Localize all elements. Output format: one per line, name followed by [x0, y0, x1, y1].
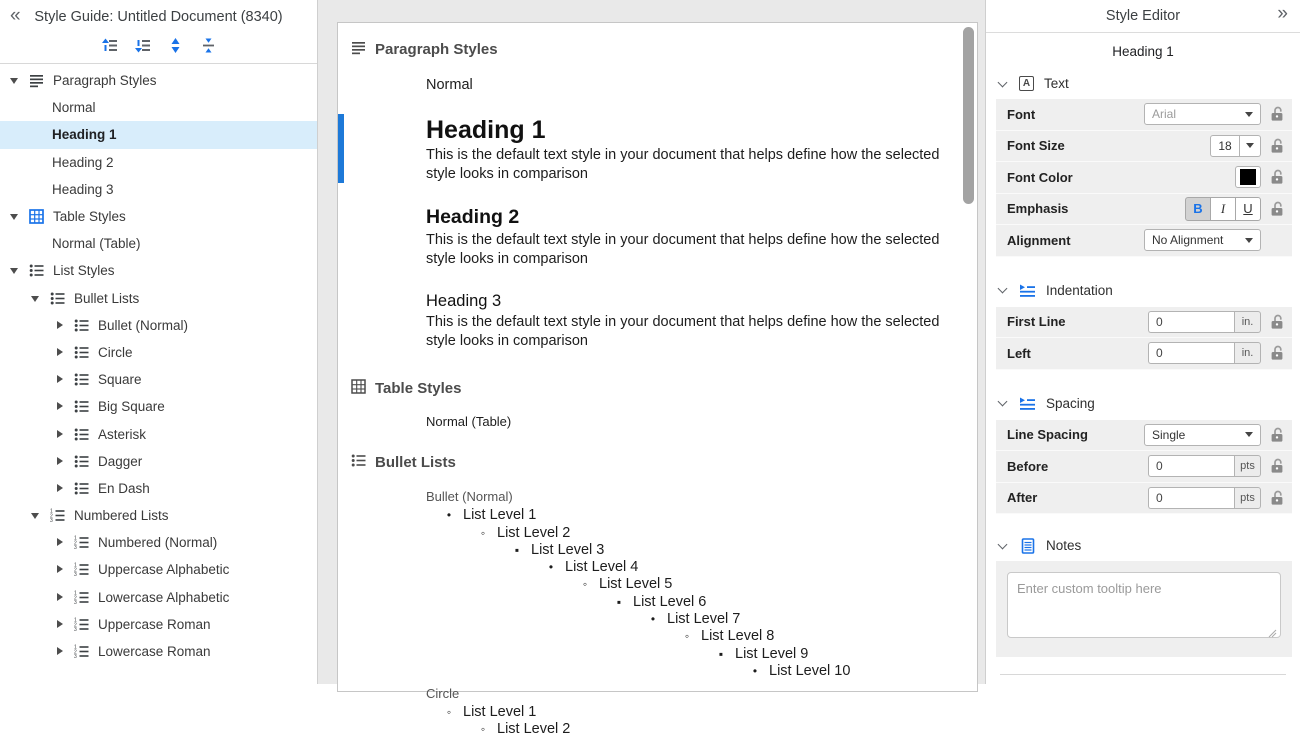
chevron-down-icon — [1245, 238, 1253, 243]
chevron-down-icon[interactable] — [10, 212, 19, 221]
bullet-list-icon — [49, 290, 66, 307]
svg-text:2: 2 — [74, 540, 77, 547]
bullet-glyph: • — [650, 611, 656, 626]
chevron-down-icon[interactable] — [10, 266, 19, 275]
space-before-row — [996, 451, 1292, 483]
list-item-label: List Level 5 — [599, 576, 673, 593]
tree-item-heading-2[interactable] — [0, 149, 317, 176]
collapse-all-icon[interactable] — [199, 36, 217, 54]
first-line-input[interactable] — [1148, 311, 1234, 333]
tree-item-big-square[interactable] — [0, 393, 317, 420]
space-after-unit: pts — [1234, 487, 1261, 509]
svg-text:1: 1 — [74, 617, 77, 624]
tree-item-square[interactable] — [0, 366, 317, 393]
style-tree — [0, 64, 317, 684]
indentation-section-icon — [1019, 282, 1036, 299]
doc-style-description: This is the default text style in your document that helps define how the selected style looks in comparison — [426, 147, 940, 182]
doc-style-block-heading-2[interactable] — [426, 206, 965, 268]
font-size-label: Font Size — [1007, 138, 1065, 154]
tree-label: List Styles — [53, 263, 115, 279]
chevron-right-icon[interactable] — [55, 538, 64, 547]
list-item — [442, 524, 965, 541]
chevron-down-icon — [1246, 143, 1254, 148]
doc-list-group-label[interactable]: Circle — [426, 685, 460, 701]
sidebar-toolbar — [0, 36, 317, 54]
section-title: Notes — [1046, 538, 1082, 553]
tree-label: Uppercase Roman — [98, 616, 211, 632]
left-indent-unit: in. — [1234, 342, 1261, 364]
bullet-glyph: • — [446, 508, 452, 523]
lock-icon[interactable] — [1270, 427, 1284, 443]
chevron-down-icon[interactable] — [998, 539, 1008, 549]
list-item — [442, 704, 965, 721]
svg-text:3: 3 — [74, 627, 77, 634]
tree-label: Heading 1 — [52, 127, 117, 143]
list-item-label: List Level 2 — [497, 524, 571, 541]
alignment-select[interactable] — [1144, 229, 1261, 251]
vertical-scrollbar-thumb[interactable] — [963, 27, 974, 204]
chevron-right-icon[interactable] — [55, 620, 64, 629]
doc-section-title: Table Styles — [375, 379, 462, 397]
tree-label: Table Styles — [53, 209, 126, 225]
bullet-glyph: ▪ — [616, 594, 622, 609]
emphasis-row — [996, 194, 1292, 226]
line-spacing-select[interactable] — [1144, 424, 1261, 446]
paragraph-icon — [351, 40, 366, 59]
chevron-right-icon[interactable] — [55, 375, 64, 384]
section-header-text — [986, 71, 1300, 98]
tree-label: Numbered Lists — [74, 508, 169, 524]
numbered-list-icon — [49, 507, 66, 524]
sidebar-header — [0, 0, 317, 64]
bullet-list-icon — [351, 453, 366, 472]
tree-label: Lowercase Alphabetic — [98, 589, 230, 605]
notes-tooltip-textarea[interactable] — [1007, 572, 1281, 638]
bullet-glyph: • — [752, 663, 758, 678]
bullet-glyph: ◦ — [480, 525, 486, 540]
underline-button[interactable]: U — [1235, 197, 1261, 221]
font-label: Font — [1007, 106, 1036, 122]
bullet-list-icon — [73, 453, 90, 470]
tree-item-bullet-normal[interactable] — [0, 312, 317, 339]
left-indent-row — [996, 338, 1292, 370]
alignment-row — [996, 225, 1292, 257]
style-editor-header — [986, 0, 1300, 33]
space-before-unit: pts — [1234, 455, 1261, 477]
svg-text:1: 1 — [74, 590, 77, 597]
doc-section-table-styles — [351, 379, 965, 398]
bullet-glyph: ◦ — [582, 577, 588, 592]
chevron-right-icon[interactable] — [55, 593, 64, 602]
emphasis-button-group — [1185, 197, 1261, 221]
font-size-input[interactable] — [1210, 135, 1240, 157]
lock-icon[interactable] — [1270, 106, 1284, 122]
tree-item-normal-table[interactable] — [0, 230, 317, 257]
line-spacing-row — [996, 420, 1292, 452]
svg-text:3: 3 — [74, 654, 77, 661]
font-color-row — [996, 162, 1292, 194]
font-color-swatch[interactable] — [1235, 166, 1261, 188]
tree-label: Big Square — [98, 399, 165, 415]
expand-all-icon[interactable] — [166, 36, 184, 54]
spacing-section-rows — [996, 420, 1292, 515]
list-item-label: List Level 10 — [769, 662, 851, 679]
color-swatch-black — [1240, 169, 1256, 185]
bullet-glyph: ◦ — [684, 629, 690, 644]
lock-icon[interactable] — [1270, 314, 1284, 330]
list-item-label: List Level 9 — [735, 645, 809, 662]
bullet-glyph: ▪ — [718, 646, 724, 661]
tree-label: Normal — [52, 100, 96, 116]
chevron-down-icon — [1245, 432, 1253, 437]
chevron-right-icon[interactable] — [55, 321, 64, 330]
font-color-label: Font Color — [1007, 169, 1073, 185]
list-item — [442, 576, 965, 593]
list-item — [442, 721, 965, 738]
section-header-indentation — [986, 277, 1300, 306]
bold-button[interactable]: B — [1185, 197, 1211, 221]
tree-item-en-dash[interactable] — [0, 475, 317, 502]
svg-text:1: 1 — [50, 508, 53, 515]
numbered-list-icon — [73, 561, 90, 578]
lock-icon[interactable] — [1270, 138, 1284, 154]
table-icon — [28, 208, 45, 225]
style-guide-title: Style Guide: Untitled Document (8340) — [34, 9, 283, 25]
tree-group-paragraph-styles[interactable] — [0, 67, 317, 94]
tree-label: Numbered (Normal) — [98, 535, 218, 551]
list-item-label: List Level 4 — [565, 559, 639, 576]
tree-label: Bullet Lists — [74, 290, 140, 306]
style-guide-sidebar — [0, 0, 318, 684]
section-title: Text — [1044, 76, 1069, 91]
section-header-spacing — [986, 390, 1300, 419]
table-icon — [351, 379, 366, 398]
tree-label: Heading 3 — [52, 181, 114, 197]
preview-page — [337, 22, 978, 738]
tree-item-heading-3[interactable] — [0, 176, 317, 203]
svg-text:3: 3 — [74, 545, 77, 552]
tree-item-normal[interactable] — [0, 94, 317, 121]
doc-bullet-list-sample — [442, 704, 965, 738]
list-item-label: List Level 7 — [667, 610, 741, 627]
list-item-label: List Level 1 — [463, 704, 537, 721]
collapse-sidebar-icon[interactable]: « — [10, 5, 21, 26]
resize-handle-icon[interactable] — [1268, 629, 1277, 638]
doc-style-description: This is the default text style in your document that helps define how the selected style looks in comparison — [426, 232, 940, 267]
indent-decrease-icon[interactable] — [100, 36, 118, 54]
tree-item-uppercase-alphabetic[interactable] — [0, 556, 317, 583]
list-item — [442, 610, 965, 627]
style-editor-panel — [985, 0, 1300, 684]
first-line-label: First Line — [1007, 314, 1066, 330]
svg-text:2: 2 — [74, 595, 77, 602]
space-after-label: After — [1007, 490, 1038, 506]
svg-text:2: 2 — [74, 622, 77, 629]
tree-group-table-styles[interactable] — [0, 203, 317, 230]
svg-text:1: 1 — [74, 535, 77, 542]
line-spacing-value: Single — [1152, 427, 1186, 442]
section-header-notes — [986, 532, 1300, 561]
list-item — [442, 662, 965, 679]
bullet-glyph: ◦ — [446, 705, 452, 720]
left-indent-input[interactable] — [1148, 342, 1234, 364]
spacing-section-icon — [1019, 395, 1036, 412]
chevron-down-icon[interactable] — [31, 511, 40, 520]
tree-group-list-styles[interactable] — [0, 257, 317, 284]
numbered-list-icon — [73, 616, 90, 633]
list-item — [442, 645, 965, 662]
space-after-row — [996, 483, 1292, 515]
notes-section-icon — [1019, 537, 1036, 554]
space-before-input[interactable] — [1148, 455, 1234, 477]
doc-style-name: Heading 1 — [426, 116, 546, 144]
chevron-down-icon[interactable] — [10, 76, 19, 85]
section-divider — [1000, 674, 1286, 675]
svg-text:2: 2 — [74, 649, 77, 656]
chevron-right-icon[interactable] — [55, 430, 64, 439]
bullet-glyph: • — [548, 560, 554, 575]
list-item-label: List Level 3 — [531, 541, 605, 558]
tree-label: Lowercase Roman — [98, 644, 211, 660]
bullet-list-icon — [73, 480, 90, 497]
svg-text:2: 2 — [74, 567, 77, 574]
lock-icon[interactable] — [1270, 345, 1284, 361]
tree-item-circle[interactable] — [0, 339, 317, 366]
numbered-list-icon — [73, 589, 90, 606]
chevron-down-icon[interactable] — [998, 77, 1008, 87]
notes-section-body — [996, 561, 1292, 657]
numbered-list-icon — [73, 534, 90, 551]
doc-section-title: Paragraph Styles — [375, 41, 498, 58]
tree-item-lowercase-roman[interactable] — [0, 638, 317, 665]
svg-text:1: 1 — [74, 563, 77, 570]
list-item — [442, 507, 965, 524]
doc-section-bullet-lists — [351, 453, 965, 472]
doc-bullet-list-sample — [442, 507, 965, 680]
chevron-down-icon[interactable] — [31, 294, 40, 303]
bullet-list-icon — [73, 344, 90, 361]
list-item — [442, 628, 965, 645]
tree-label: Uppercase Alphabetic — [98, 562, 230, 578]
bullet-list-icon — [73, 317, 90, 334]
tree-label: Dagger — [98, 453, 143, 469]
chevron-right-icon[interactable] — [55, 457, 64, 466]
chevron-right-icon[interactable] — [55, 402, 64, 411]
first-line-row — [996, 307, 1292, 339]
tree-item-dagger[interactable] — [0, 448, 317, 475]
bullet-glyph: ▪ — [514, 542, 520, 557]
tree-label: Paragraph Styles — [53, 73, 157, 89]
chevron-right-icon[interactable] — [55, 647, 64, 656]
chevron-right-icon[interactable] — [55, 348, 64, 357]
emphasis-label: Emphasis — [1007, 201, 1069, 217]
space-before-label: Before — [1007, 458, 1049, 474]
list-item — [442, 541, 965, 558]
svg-text:1: 1 — [74, 644, 77, 651]
tree-label: Bullet (Normal) — [98, 317, 189, 333]
list-item-label: List Level 6 — [633, 593, 707, 610]
svg-text:3: 3 — [74, 572, 77, 579]
chevron-right-icon[interactable] — [55, 484, 64, 493]
tree-label: Heading 2 — [52, 154, 114, 170]
lock-icon[interactable] — [1270, 201, 1284, 217]
bullet-list-icon — [73, 426, 90, 443]
list-item-label: List Level 8 — [701, 628, 775, 645]
selected-style-name: Heading 1 — [1112, 44, 1174, 59]
doc-section-title: Bullet Lists — [375, 453, 456, 471]
tree-item-heading-1[interactable] — [0, 121, 317, 148]
tree-item-asterisk[interactable] — [0, 420, 317, 447]
document-preview-area — [318, 0, 985, 738]
space-after-input[interactable] — [1148, 487, 1234, 509]
alignment-value: No Alignment — [1152, 233, 1224, 248]
tree-item-numbered-normal[interactable] — [0, 529, 317, 556]
bullet-list-icon — [73, 371, 90, 388]
tree-item-uppercase-roman[interactable] — [0, 611, 317, 638]
indent-increase-icon[interactable] — [133, 36, 151, 54]
doc-style-block-heading-1[interactable] — [426, 116, 965, 183]
doc-style-block-heading-3[interactable] — [426, 291, 965, 350]
svg-text:2: 2 — [50, 513, 53, 520]
doc-section-paragraph-styles — [351, 40, 965, 59]
bullet-list-icon — [28, 262, 45, 279]
section-title: Spacing — [1046, 395, 1095, 411]
tree-label: Normal (Table) — [52, 236, 141, 252]
left-indent-label: Left — [1007, 345, 1031, 361]
doc-style-description: This is the default text style in your document that helps define how the selected style looks in comparison — [426, 314, 940, 349]
tree-label: Asterisk — [98, 426, 147, 442]
chevron-down-icon — [1245, 112, 1253, 117]
svg-text:3: 3 — [74, 599, 77, 606]
tree-group-bullet-lists[interactable] — [0, 285, 317, 312]
numbered-list-icon — [73, 643, 90, 660]
font-row — [996, 99, 1292, 131]
tree-group-numbered-lists[interactable] — [0, 502, 317, 529]
bullet-glyph: ◦ — [480, 722, 486, 737]
font-size-row — [996, 131, 1292, 163]
doc-style-name: Heading 3 — [426, 292, 502, 311]
tree-label: En Dash — [98, 480, 150, 496]
list-item-label: List Level 1 — [463, 507, 537, 524]
chevron-down-icon[interactable] — [998, 284, 1008, 294]
first-line-unit: in. — [1234, 311, 1261, 333]
doc-list-group-label[interactable]: Bullet (Normal) — [426, 488, 513, 504]
collapse-panel-icon[interactable]: » — [1277, 3, 1288, 24]
list-item — [442, 558, 965, 575]
text-section-rows — [996, 99, 1292, 257]
section-title: Indentation — [1046, 282, 1113, 298]
indentation-section-rows — [996, 307, 1292, 370]
doc-style-name: Heading 2 — [426, 206, 520, 229]
lock-icon[interactable] — [1270, 490, 1284, 506]
chevron-down-icon[interactable] — [998, 397, 1008, 407]
doc-style-sample-normal[interactable]: Normal — [426, 77, 473, 93]
italic-button[interactable]: I — [1210, 197, 1236, 221]
list-item-label: List Level 2 — [497, 721, 571, 738]
alignment-label: Alignment — [1007, 232, 1071, 248]
line-spacing-label: Line Spacing — [1007, 427, 1088, 443]
chevron-right-icon[interactable] — [55, 565, 64, 574]
font-size-dropdown-button[interactable] — [1240, 135, 1261, 157]
lock-icon[interactable] — [1270, 458, 1284, 474]
svg-text:3: 3 — [50, 518, 53, 525]
sidebar-divider — [0, 63, 317, 64]
bullet-list-icon — [73, 398, 90, 415]
tree-item-lowercase-alphabetic[interactable] — [0, 584, 317, 611]
font-value: Arial — [1152, 107, 1177, 122]
lock-icon[interactable] — [1270, 169, 1284, 185]
text-section-icon: A — [1019, 76, 1034, 91]
tree-label: Square — [98, 372, 142, 388]
list-item — [442, 593, 965, 610]
paragraph-icon — [28, 72, 45, 89]
font-select[interactable] — [1144, 103, 1261, 125]
doc-style-sample-normal-table[interactable]: Normal (Table) — [426, 413, 512, 429]
tree-label: Circle — [98, 344, 133, 360]
style-editor-title: Style Editor — [1105, 8, 1181, 24]
